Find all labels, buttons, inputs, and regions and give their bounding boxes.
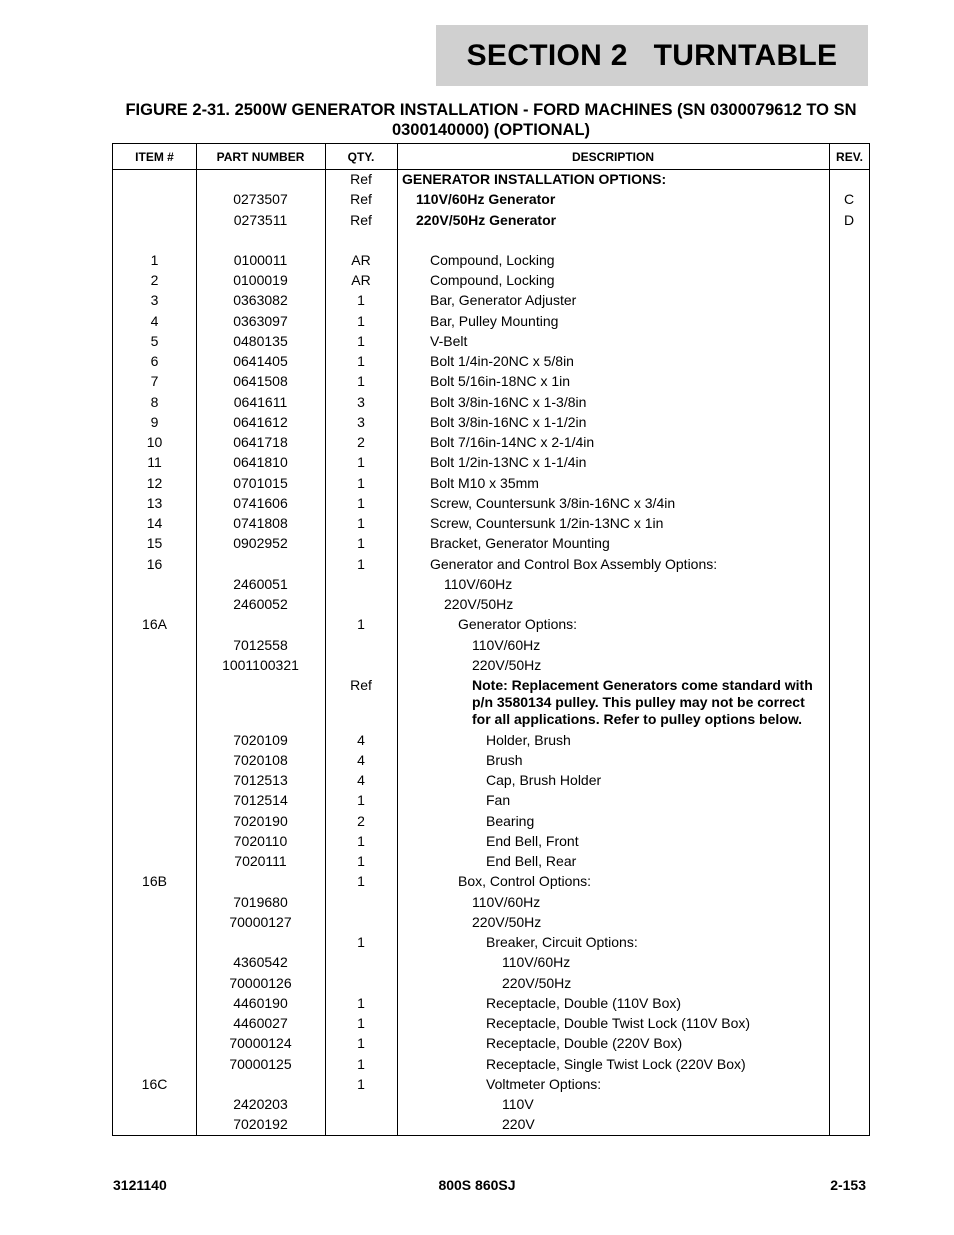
quantity: 1 bbox=[357, 1055, 365, 1072]
parts-table bbox=[112, 143, 870, 1136]
description: Screw, Countersunk 3/8in-16NC x 3/4in bbox=[430, 494, 676, 511]
quantity: 1 bbox=[357, 353, 365, 369]
section-title: SECTION 2 TURNTABLE bbox=[466, 38, 838, 72]
description: Compound, Locking bbox=[430, 251, 555, 268]
quantity: 1 bbox=[357, 873, 365, 890]
figure-title: FIGURE 2-31. 2500W GENERATOR INSTALLATION - FORD MACHINES (SN 0300079612 TO SN 0300140000) (OPTIONAL) bbox=[125, 101, 857, 139]
quantity: AR bbox=[351, 251, 371, 268]
description: Box, Control Options: bbox=[458, 873, 592, 890]
part-number: 0902952 bbox=[233, 535, 288, 552]
header-item: ITEM # bbox=[135, 149, 174, 164]
revision: C bbox=[843, 191, 855, 208]
part-number: 7019680 bbox=[233, 893, 288, 910]
item-number: 16 bbox=[146, 555, 163, 572]
part-number: 70000125 bbox=[229, 1055, 292, 1072]
part-number: 7020108 bbox=[233, 751, 288, 768]
quantity: 1 bbox=[357, 454, 365, 471]
part-number: 0273511 bbox=[233, 211, 288, 228]
description: Generator and Control Box Assembly Options: bbox=[430, 555, 718, 572]
part-number: 4360542 bbox=[233, 954, 288, 971]
part-number: 0641810 bbox=[233, 454, 288, 471]
quantity: 1 bbox=[357, 792, 365, 809]
description: End Bell, Front bbox=[486, 832, 579, 849]
part-number: 7020110 bbox=[233, 832, 288, 849]
header-rev: REV. bbox=[836, 149, 863, 164]
part-number: 7020109 bbox=[233, 731, 288, 748]
description: Bracket, Generator Mounting bbox=[430, 535, 610, 552]
description: Bolt 5/16in-18NC x 1in bbox=[430, 373, 571, 390]
description: Bearing bbox=[486, 812, 535, 829]
description: Bolt 1/2in-13NC x 1-1/4in bbox=[430, 454, 587, 471]
description: Bar, Generator Adjuster bbox=[430, 292, 577, 309]
part-number: 70000124 bbox=[229, 1035, 292, 1052]
item-number: 6 bbox=[150, 353, 159, 369]
description: 110V/60Hz bbox=[472, 636, 541, 653]
quantity: 1 bbox=[357, 934, 365, 950]
description: Note: Replacement Generators come standard with p/n 3580134 pulley. This pulley may not be correct for all applications. Refer to pulley options below. bbox=[472, 677, 813, 727]
description: Voltmeter Options: bbox=[486, 1075, 602, 1092]
quantity: 1 bbox=[357, 535, 365, 552]
column-divider bbox=[397, 144, 398, 1135]
part-number: 0701015 bbox=[233, 474, 288, 491]
part-number: 0641612 bbox=[233, 413, 288, 430]
part-number: 0363097 bbox=[233, 312, 288, 329]
part-number: 0100011 bbox=[233, 251, 288, 268]
header-qty: QTY. bbox=[347, 149, 375, 164]
item-number: 16A bbox=[142, 616, 167, 633]
quantity: 1 bbox=[357, 292, 365, 309]
part-number: 0100019 bbox=[233, 272, 288, 288]
description: GENERATOR INSTALLATION OPTIONS: bbox=[402, 171, 667, 187]
quantity: 1 bbox=[357, 494, 365, 511]
description: Screw, Countersunk 1/2in-13NC x 1in bbox=[430, 515, 664, 531]
part-number: 70000126 bbox=[229, 974, 292, 991]
item-number: 4 bbox=[150, 312, 159, 329]
description: 220V/50Hz Generator bbox=[416, 211, 557, 228]
description: Holder, Brush bbox=[486, 731, 571, 748]
description: 110V/60Hz Generator bbox=[416, 191, 556, 208]
item-number: 3 bbox=[150, 292, 159, 309]
part-number: 7012513 bbox=[233, 772, 288, 788]
header-description: DESCRIPTION bbox=[571, 149, 654, 164]
description: End Bell, Rear bbox=[486, 853, 577, 869]
part-number: 7012514 bbox=[233, 792, 288, 809]
description: Bolt 1/4in-20NC x 5/8in bbox=[430, 353, 574, 369]
quantity: Ref bbox=[350, 191, 372, 208]
quantity: 1 bbox=[357, 555, 365, 572]
part-number: 2420203 bbox=[233, 1096, 288, 1112]
description: 110V bbox=[502, 1096, 534, 1112]
description: Cap, Brush Holder bbox=[486, 772, 602, 788]
part-number: 0641718 bbox=[233, 434, 288, 450]
description: V-Belt bbox=[430, 332, 468, 349]
description: 110V/60Hz bbox=[502, 954, 571, 971]
part-number: 0741606 bbox=[233, 494, 288, 511]
item-number: 9 bbox=[150, 413, 159, 430]
part-number: 7020111 bbox=[234, 853, 287, 869]
footer-doc-number: 3121140 bbox=[113, 1177, 167, 1193]
part-number: 0273507 bbox=[233, 191, 288, 208]
item-number: 7 bbox=[150, 373, 159, 390]
footer-page-number: 2-153 bbox=[830, 1177, 866, 1193]
quantity: 4 bbox=[357, 772, 365, 788]
quantity: Ref bbox=[350, 211, 372, 228]
part-number: 7020192 bbox=[233, 1116, 288, 1133]
quantity: Ref bbox=[350, 171, 372, 187]
description: 220V bbox=[502, 1116, 535, 1133]
description: Receptacle, Double (110V Box) bbox=[486, 994, 682, 1011]
quantity: 1 bbox=[357, 994, 365, 1011]
part-number: 1001100321 bbox=[222, 656, 299, 673]
description: Bar, Pulley Mounting bbox=[430, 312, 559, 329]
quantity: 1 bbox=[357, 616, 365, 633]
item-number: 11 bbox=[147, 454, 162, 471]
description: Compound, Locking bbox=[430, 272, 555, 288]
section-banner bbox=[436, 25, 868, 86]
quantity: 1 bbox=[357, 312, 365, 329]
quantity: 3 bbox=[357, 413, 365, 430]
description: Receptacle, Single Twist Lock (220V Box) bbox=[486, 1055, 746, 1072]
quantity: 2 bbox=[357, 812, 365, 829]
description: 220V/50Hz bbox=[502, 974, 572, 991]
quantity: 4 bbox=[357, 751, 365, 768]
item-number: 10 bbox=[146, 434, 163, 450]
part-number: 0641611 bbox=[233, 393, 288, 410]
item-number: 2 bbox=[150, 272, 159, 288]
quantity: 1 bbox=[357, 474, 365, 491]
part-number: 0641405 bbox=[233, 353, 288, 369]
description: Bolt M10 x 35mm bbox=[430, 474, 539, 491]
quantity: 1 bbox=[357, 332, 365, 349]
part-number: 7012558 bbox=[233, 636, 288, 653]
quantity: Ref bbox=[350, 677, 372, 693]
part-number: 4460027 bbox=[233, 1015, 288, 1031]
item-number: 16B bbox=[142, 873, 167, 890]
footer-model: 800S 860SJ bbox=[438, 1177, 516, 1193]
part-number: 70000127 bbox=[229, 913, 292, 930]
quantity: 2 bbox=[357, 434, 365, 450]
description: Bolt 3/8in-16NC x 1-3/8in bbox=[430, 393, 587, 410]
description: 110V/60Hz bbox=[444, 575, 513, 592]
description: Receptacle, Double (220V Box) bbox=[486, 1035, 683, 1052]
item-number: 13 bbox=[146, 494, 163, 511]
quantity: AR bbox=[351, 272, 371, 288]
description: 220V/50Hz bbox=[444, 596, 514, 612]
quantity: 4 bbox=[357, 731, 365, 748]
item-number: 12 bbox=[146, 474, 163, 491]
part-number: 0363082 bbox=[233, 292, 288, 309]
part-number: 0741808 bbox=[233, 515, 288, 531]
description: 220V/50Hz bbox=[472, 656, 542, 673]
description: Bolt 3/8in-16NC x 1-1/2in bbox=[430, 413, 587, 430]
description: Brush bbox=[486, 751, 523, 768]
quantity: 1 bbox=[357, 832, 365, 849]
header-part-number: PART NUMBER bbox=[216, 149, 305, 164]
quantity: 1 bbox=[357, 1015, 365, 1031]
column-divider bbox=[829, 144, 830, 1135]
item-number: 8 bbox=[150, 393, 159, 410]
quantity: 1 bbox=[357, 1035, 365, 1052]
part-number: 7020190 bbox=[233, 812, 288, 829]
part-number: 2460052 bbox=[233, 596, 288, 612]
revision: D bbox=[843, 211, 855, 228]
header-divider bbox=[113, 169, 869, 170]
description: 220V/50Hz bbox=[472, 913, 542, 930]
quantity: 1 bbox=[357, 853, 365, 869]
item-number: 1 bbox=[150, 251, 159, 268]
quantity: 3 bbox=[357, 393, 365, 410]
item-number: 16C bbox=[141, 1075, 168, 1092]
description: Fan bbox=[486, 792, 511, 809]
item-number: 15 bbox=[146, 535, 163, 552]
item-number: 5 bbox=[150, 332, 159, 349]
part-number: 4460190 bbox=[233, 994, 288, 1011]
description: 110V/60Hz bbox=[472, 893, 541, 910]
description: Breaker, Circuit Options: bbox=[486, 934, 638, 950]
item-number: 14 bbox=[146, 515, 163, 531]
quantity: 1 bbox=[357, 373, 365, 390]
quantity: 1 bbox=[357, 515, 365, 531]
description: Generator Options: bbox=[458, 616, 578, 633]
description: Bolt 7/16in-14NC x 2-1/4in bbox=[430, 434, 595, 450]
part-number: 0641508 bbox=[233, 373, 288, 390]
part-number: 2460051 bbox=[233, 575, 288, 592]
description: Receptacle, Double Twist Lock (110V Box) bbox=[486, 1015, 751, 1031]
part-number: 0480135 bbox=[233, 332, 288, 349]
quantity: 1 bbox=[357, 1075, 365, 1092]
